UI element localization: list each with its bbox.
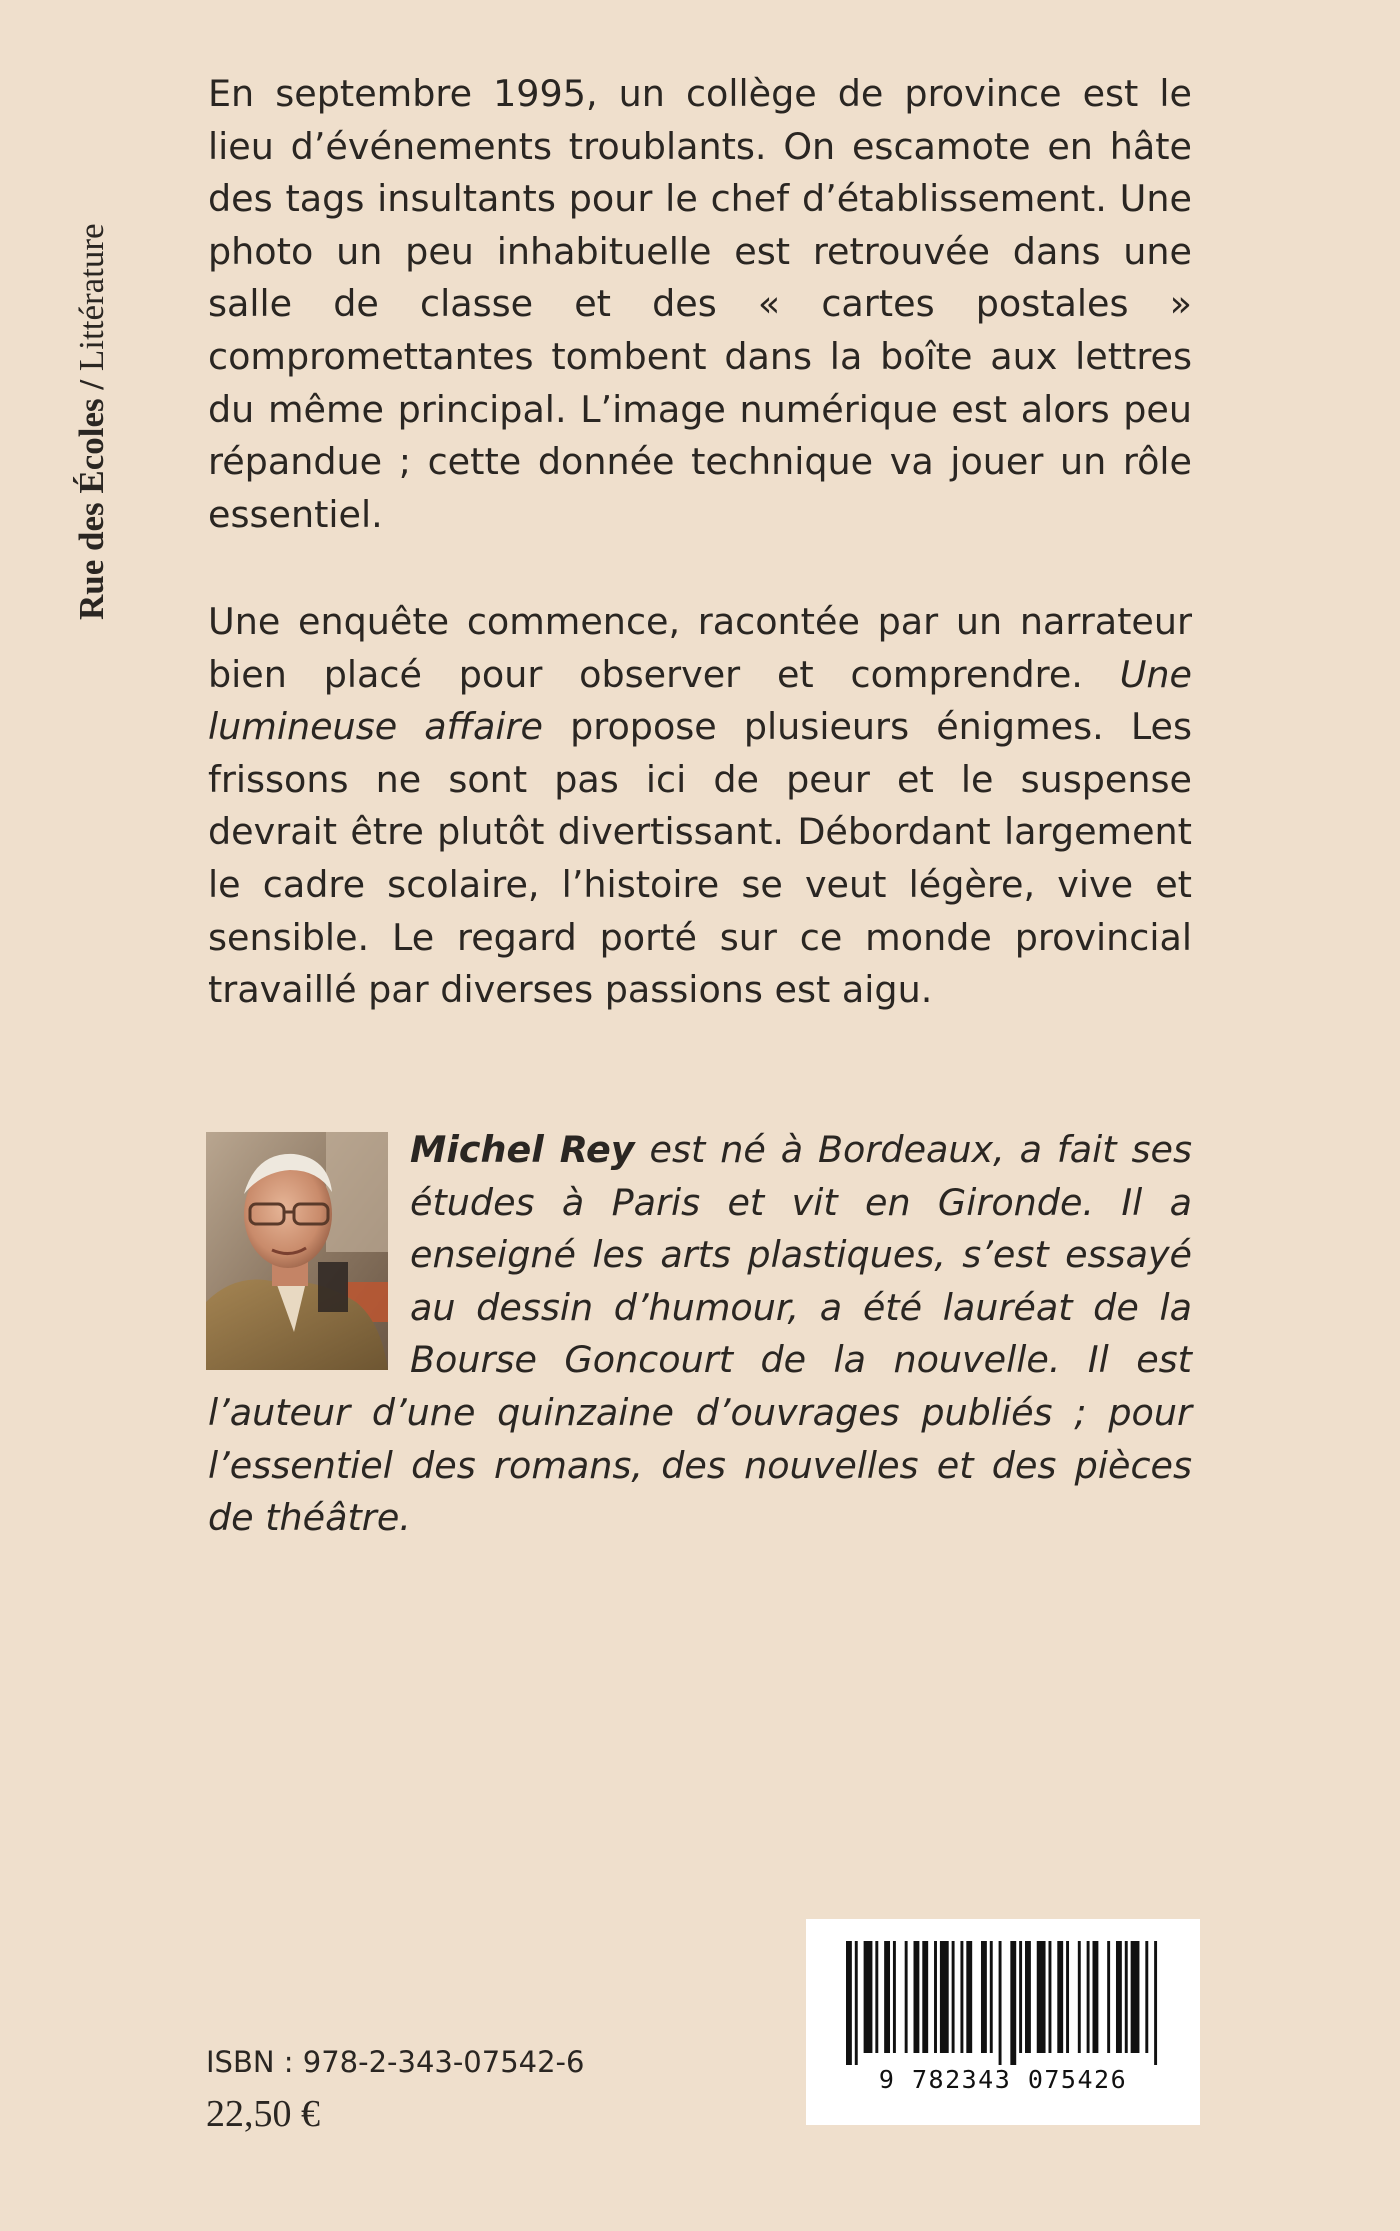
barcode-bar <box>1048 1941 1051 2053</box>
isbn: ISBN : 978-2-343-07542-6 <box>206 2045 585 2079</box>
collection-name: Rue des Écoles / <box>72 379 111 620</box>
barcode-bar <box>922 1941 928 2053</box>
spine-label <box>44 100 111 620</box>
author-name: Michel Rey <box>410 1128 635 1171</box>
summary-paragraph-2 <box>208 596 1192 1017</box>
spine-text <box>74 223 109 620</box>
price: 22,50 € <box>206 2093 320 2135</box>
barcode-digits: 9 782343 075426 <box>878 2065 1128 2094</box>
barcode-bar <box>1087 1941 1090 2053</box>
barcode-bar <box>875 1941 878 2053</box>
barcode-bar <box>981 1941 987 2053</box>
barcode-bar <box>1078 1941 1081 2053</box>
collection-category: Littérature <box>72 223 111 380</box>
barcode-bar <box>990 1941 993 2053</box>
barcode-bars <box>846 1941 1160 2065</box>
barcode-bar <box>914 1941 920 2053</box>
barcode-bar <box>1066 1941 1069 2053</box>
photo-space <box>208 1124 410 1382</box>
barcode-bar <box>1025 1941 1031 2053</box>
author-bio <box>208 1124 1192 1545</box>
barcode-bar <box>1125 1941 1128 2053</box>
barcode-bar <box>846 1941 852 2065</box>
summary-paragraph-1: En septembre 1995, un collège de province est le lieu d’événements troublants. On escamote en hâte des tags insultants pour le chef d’établissement. Une photo un peu inhabituelle est retrouvée dans une salle de classe et des « cartes postales » compromettantes tombent dans la boîte aux lettres du même principal. L’image numérique est alors peu répandue ; cette donnée technique va jouer un rôle essentiel. <box>208 72 1192 536</box>
barcode-bar <box>1010 1941 1016 2065</box>
barcode-bar <box>864 1941 873 2053</box>
barcode-bar <box>1116 1941 1122 2053</box>
barcode-bar <box>999 1941 1002 2065</box>
barcode <box>806 1919 1200 2125</box>
barcode-bar <box>952 1941 955 2053</box>
author-bio-text: est né à Bordeaux, a fait ses études à Paris et vit en Gironde. Il a enseigné les arts plastiques, s’est essayé au dessin d’humour, a été lauréat de la Bourse Goncourt de la nouvelle. Il est l’auteur d’une quinzaine d’ouvrages publiés ; pour l’essentiel des romans, des nouvelles et des pièces de théâtre. <box>208 1128 1193 1540</box>
barcode-bar <box>960 1941 963 2053</box>
book-title: Une lumineuse affaire <box>208 652 1192 749</box>
summary-paragraph-2-intro: Une enquête commence, racontée par un narrateur bien placé pour observer et comprendre. <box>208 600 1192 696</box>
barcode-bar <box>966 1941 972 2053</box>
barcode-bar <box>893 1941 896 2053</box>
barcode-bar <box>1154 1941 1157 2065</box>
barcode-bar <box>1057 1941 1063 2053</box>
barcode-bar <box>1093 1941 1099 2053</box>
barcode-bar <box>940 1941 949 2053</box>
barcode-bar <box>1019 1941 1022 2053</box>
barcode-bar <box>1131 1941 1140 2053</box>
barcode-bar <box>1107 1941 1110 2053</box>
barcode-bar <box>1037 1941 1046 2053</box>
barcode-bar <box>905 1941 908 2053</box>
barcode-bar <box>934 1941 937 2053</box>
barcode-bar <box>884 1941 890 2053</box>
barcode-bar <box>1145 1941 1148 2053</box>
barcode-bar <box>855 1941 858 2065</box>
summary-paragraph-2-rest: propose plusieurs énigmes. Les frissons ne sont pas ici de peur et le suspense devrait être plutôt divertissant. Débordant largement le cadre scolaire, l’histoire se veut légère, vive et sensible. Le regard porté sur ce monde provincial travaillé par diverses passions est aigu. <box>208 705 1193 1012</box>
